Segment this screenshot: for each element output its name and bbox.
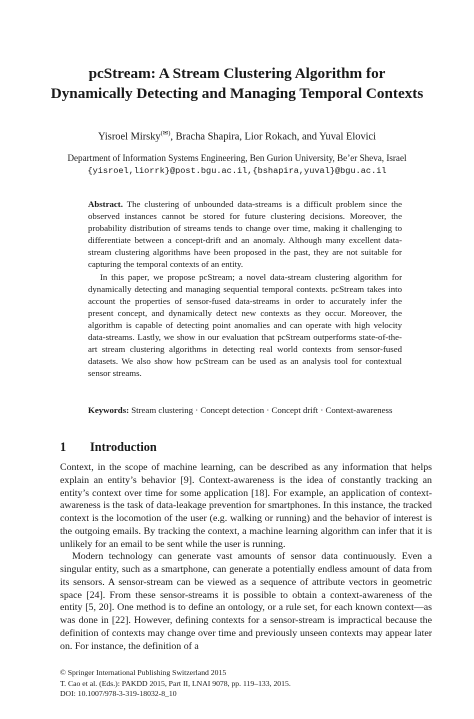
title-line-1: pcStream: A Stream Clustering Algorithm for — [88, 65, 386, 82]
affiliation — [30, 152, 444, 178]
keywords-label: Keywords: — [88, 405, 130, 415]
abstract-paragraph-2: In this paper, we propose pcStream; a novel data-stream clustering algorithm for dynamically detecting and managing sequential temporal contexts. pcStream takes into account the properties of sensor-fused data-streams in order to accurately infer the present concept, and dynamically detect new contexts as they occur. Moreover, the algorithm is capable of detecting point anomalies and can operate with high velocity data-streams. Lastly, we show in our evaluation that pcStream outperforms state-of-the-art stream clustering algorithms in detecting real world contexts from sensor-fused datasets. We also show how pcStream can be used as an analysis tool for contextual sensor streams. — [88, 271, 402, 379]
body-text — [60, 462, 432, 653]
first-author: Yisroel Mirsky — [97, 131, 161, 143]
keywords-text: Stream clustering · Concept detection · Concept drift · Context-awareness — [129, 405, 393, 415]
abstract-text-1: The clustering of unbounded data-streams is a difficult problem since the observed instances cannot be stored for future clustering decisions. Moreover, the probability distribution of streams tends to change over time, making it challenging to differentiate between a concept-drift and an anomaly. Although many excellent data-stream clustering algorithms have been proposed in the past, they are not suitable for capturing the temporal contexts of an entity. — [88, 199, 402, 270]
author-emails: {yisroel,liorrk}@post.bgu.ac.il,{bshapira,yuval}@bgu.ac.il — [87, 166, 387, 176]
corresponding-author-mark: (✉) — [160, 130, 171, 137]
other-authors: , Bracha Shapira, Lior Rokach, and Yuval Elovici — [170, 131, 377, 143]
paper-title — [40, 64, 434, 104]
author-list — [30, 127, 444, 143]
abstract-label: Abstract. — [88, 199, 123, 209]
section-heading — [60, 440, 157, 455]
doi-line: DOI: 10.1007/978-3-319-18032-8_10 — [60, 689, 177, 698]
copyright-line: © Springer International Publishing Switzerland 2015 — [60, 668, 227, 677]
body-paragraph-1: Context, in the scope of machine learning, can be described as any information that helps explain an entity’s behavior [9]. Context-awareness is the idea of constantly tracking an entity’s context over time for some application [18]. For example, an application of context-awareness is the task of data-leakage prevention for smartphones. In this instance, the tracked context is the locomotion of the user (e.g. walking or running) and the behavior of interest is the outgoing emails. By tracking the context, a machine learning algorithm can infer that it is unlikely for an email to be sent while the user is running. — [60, 462, 432, 550]
keywords — [88, 404, 402, 416]
abstract — [88, 198, 402, 379]
title-line-2: Dynamically Detecting and Managing Temporal Contexts — [50, 85, 424, 102]
footer — [60, 668, 432, 700]
body-paragraph-2: Modern technology can generate vast amounts of sensor data continuously. Even a singular entity, such as a smartphone, can generate a potentially endless amount of data from its sensors. A sensor-stream can be viewed as a sequence of attribute vectors in geometric space [24]. From these sensor-streams it is possible to obtain a context-awareness of the entity [5, 20]. One method is to define an ontology, or a rule set, for each known context—as was done in [22]. However, defining contexts for a sensor-stream is impractical because the definition of contexts may change over time and previously unseen contexts may appear later on. For instance, the definition of a — [60, 551, 432, 652]
abstract-paragraph-1 — [88, 198, 402, 271]
department: Department of Information Systems Engineering, Ben Gurion University, Be’er Sheva, Israel — [67, 153, 407, 163]
section-title: Introduction — [90, 440, 157, 454]
citation-line: T. Cao et al. (Eds.): PAKDD 2015, Part II, LNAI 9078, pp. 119–133, 2015. — [60, 678, 291, 688]
section-number: 1 — [60, 440, 67, 454]
